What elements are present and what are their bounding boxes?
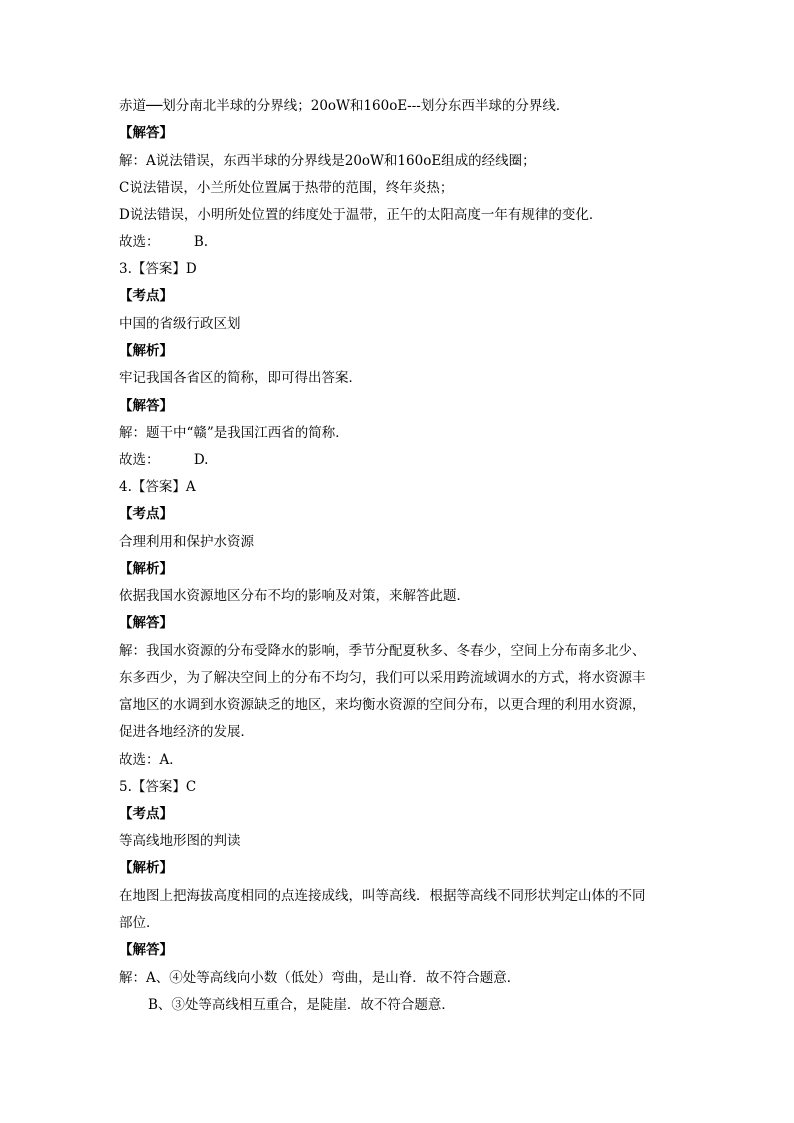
paragraph-line-indented: B、③处等高线相互重合，是陡崖．故不符合题意． (148, 997, 455, 1013)
paragraph-line: 解：A说法错误，东西半球的分界线是20oW和160oE组成的经线圈； (119, 153, 536, 169)
paragraph-line: 故选：A． (119, 752, 183, 768)
paragraph-line: 中国的省级行政区划 (119, 316, 241, 332)
paragraph-line: 依据我国水资源地区分布不均的影响及对策，来解答此题． (119, 588, 470, 604)
paragraph-line: 富地区的水调到水资源缺乏的地区，来均衡水资源的空间分布，以更合理的利用水资源， (119, 697, 646, 713)
paragraph-line: 东多西少，为了解决空间上的分布不均匀，我们可以采用跨流域调水的方式，将水资源丰 (119, 670, 646, 686)
paragraph-line: 赤道──划分南北半球的分界线；20oW和160oE‑‑‑划分东西半球的分界线． (119, 98, 570, 114)
section-heading-answer: 【解答】 (119, 942, 173, 958)
paragraph-line: 解：题干中“赣”是我国江西省的简称． (119, 425, 349, 441)
section-heading-analysis: 【解析】 (119, 343, 173, 359)
section-heading-answer: 【解答】 (119, 125, 173, 141)
paragraph-line: 解：我国水资源的分布受降水的影响，季节分配夏秋多、冬春少，空间上分布南多北少、 (119, 643, 646, 659)
paragraph-line: 解：A、④处等高线向小数（低处）弯曲，是山脊．故不符合题意． (119, 970, 521, 986)
section-heading-topic: 【考点】 (119, 506, 173, 522)
paragraph-line: 合理利用和保护水资源 (119, 534, 254, 550)
paragraph-line: 牢记我国各省区的简称，即可得出答案． (119, 370, 362, 386)
paragraph-line: 部位． (119, 915, 160, 931)
paragraph-line: 在地图上把海拔高度相同的点连接成线，叫等高线．根据等高线不同形状判定山体的不同 (119, 888, 646, 904)
section-heading-analysis: 【解析】 (119, 561, 173, 577)
paragraph-line: C说法错误，小兰所处位置属于热带的范围，终年炎热； (119, 180, 454, 196)
answer-line: 5.【答案】C (119, 779, 197, 795)
paragraph-line: 等高线地形图的判读 (119, 833, 241, 849)
section-heading-topic: 【考点】 (119, 288, 173, 304)
paragraph-line: 故选： D. (119, 452, 209, 468)
paragraph-line: D说法错误，小明所处位置的纬度处于温带，正午的太阳高度一年有规律的变化． (119, 207, 603, 223)
paragraph-line: 故选： B. (119, 234, 209, 250)
section-heading-topic: 【考点】 (119, 806, 173, 822)
section-heading-analysis: 【解析】 (119, 860, 173, 876)
paragraph-line: 促进各地经济的发展． (119, 724, 254, 740)
section-heading-answer: 【解答】 (119, 398, 173, 414)
section-heading-answer: 【解答】 (119, 615, 173, 631)
answer-line: 4.【答案】A (119, 479, 196, 495)
answer-line: 3.【答案】D (119, 261, 197, 277)
